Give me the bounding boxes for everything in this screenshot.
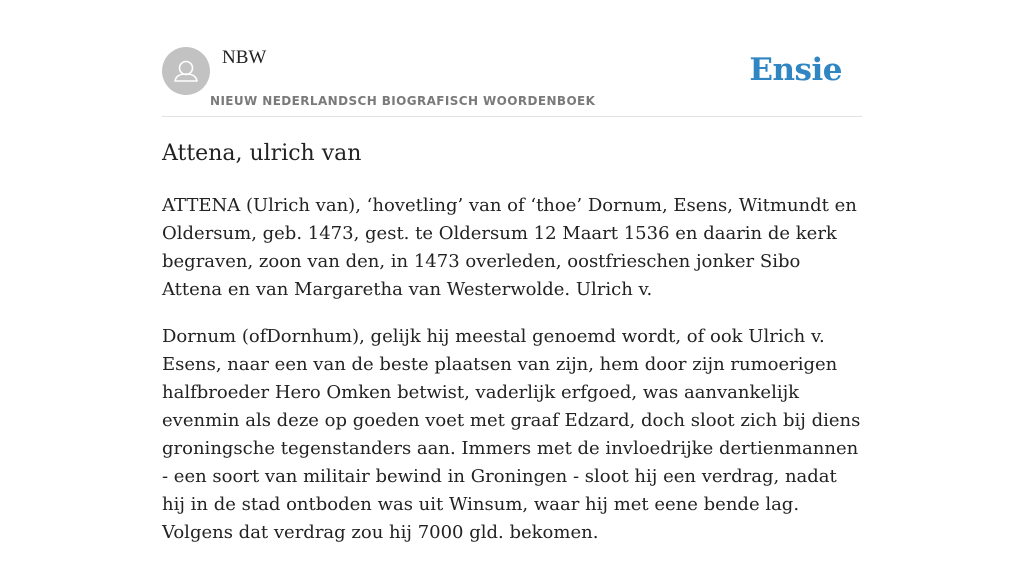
source-name[interactable]: NBW: [222, 47, 267, 68]
ensie-logo[interactable]: Ensie: [749, 52, 842, 88]
source-header: [162, 0, 862, 117]
page-title: Attena, ulrich van: [162, 141, 362, 166]
article-paragraph: Dornum (ofDornhum), gelijk hij meestal genoemd wordt, of ook Ulrich v. Esens, naar een van de beste plaatsen van zijn, hem door zijn rumoerigen halfbroeder Hero Omken betwist, vaderlijk erfgoed, was aanvankelijk evenmin als deze op goeden voet met graaf Edzard, doch sloot zich bij diens groningsche tegenstanders aan. Immers met de invloedrijke dertienmannen - een soort van militair bewind in Groningen - sloot hij een verdrag, nadat hij in de stad ontboden was uit Winsum, waar hij met eene bende lag. Volgens dat verdrag zou hij 7000 gld. bekomen.: [162, 326, 861, 543]
article-paragraph: ATTENA (Ulrich van), ‘hovetling’ van of ‘thoe’ Dornum, Esens, Witmundt en Oldersum, geb. 1473, gest. te Oldersum 12 Maart 1536 en daarin de kerk begraven, zoon van den, in 1473 overleden, oostfrieschen jonker Sibo Attena en van Margaretha van Westerwolde. Ulrich v.: [162, 195, 857, 300]
source-subtitle: NIEUW NEDERLANDSCH BIOGRAFISCH WOORDENBOEK: [210, 94, 596, 108]
article-body: [162, 192, 862, 566]
user-icon[interactable]: [162, 47, 210, 95]
